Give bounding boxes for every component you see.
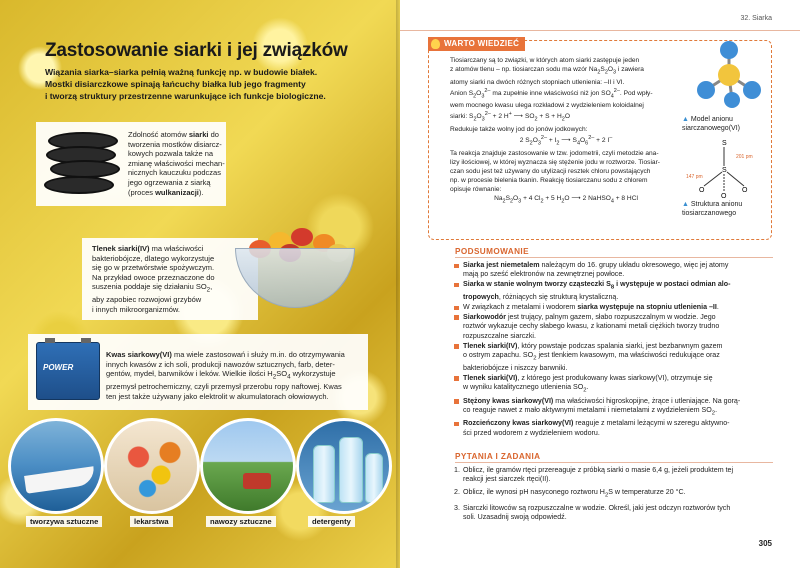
caption-fertilizers: nawozy sztuczne [206,516,276,527]
summary-heading: PODSUMOWANIE [455,247,529,256]
bond-length-so: 147 pm [686,174,703,180]
list-item: W związkach z metalami i wodorem siarka występuje na stopniu utlenienia –II. [454,303,774,312]
model-caption: ▲ Model anionu siarczanowego(VI) [682,116,740,132]
chapter-header: 32. Siarka [740,15,772,22]
lead-line: Wiązania siarka–siarka pełnią ważną funkcję np. w budowie białek. [45,67,318,77]
info-box-title: WARTO WIEDZIEĆ [428,37,525,51]
summary-divider [455,257,773,258]
lead-line: Mostki disiarczkowe spinają łańcuchy białka lub jego fragmenty [45,79,306,89]
battery-label: POWER [43,363,74,372]
right-page [400,0,800,568]
so2-card [82,238,258,320]
atom-o-bottom: O [721,193,727,198]
page-title: Zastosowanie siarki i jej związków [45,40,348,61]
page-number: 305 [758,539,772,548]
questions-divider [455,462,773,463]
bond-length-ss: 201 pm [736,154,753,160]
questions-list [454,466,774,523]
plastics-photo [8,418,104,514]
caption-detergents: detergenty [308,516,355,527]
atom-o-right: O [742,187,748,194]
battery-image [36,342,100,400]
list-item: Tlenek siarki(IV), który powstaje podczas spalania siarki, jest bezbarwnym gazem o ostrym zapachu. $SO_2$ jest tlenkiem kwasowym, ma właściwości redukujące oraz bakteriobójcze i niszczy barwniki. [454,342,774,374]
lead-line: i tworzą struktury przestrzenne warunkujące ich funkcje biologiczne. [45,91,326,101]
list-item: Tlenek siarki(VI), z którego jest produkowany kwas siarkowy(VI), otrzymuje się w wyniku katalitycznego utlenienia $SO_2$. [454,374,774,396]
vulcanization-text: Zdolność atomów siarki do tworzenia mostków disiarcz- kowych pozwala także na zmianę właściwości mechan- nicznych kauczuku podczas jego ogrzewania z siarką (proces wulkanizacji). [128,130,225,197]
list-item: Stężony kwas siarkowy(VI) ma właściwości higroskopijne, żrące i utleniające. Na gorą- co reaguje nawet z mało aktywnymi metalami i niemetalami z wydzieleniem $SO_2$. [454,397,774,419]
atom-s-top: S [722,140,727,147]
question-item: 2. Oblicz, ile wynosi pH nasyconego roztworu $H_2S$ w temperaturze 20 °C. [454,487,686,499]
sulfuric-acid-text: Kwas siarkowy(VI) ma wiele zastosowań i służy m.in. do otrzymywania innych kwasów z ich soli, produkcji nawozów sztucznych, farb, deter- gentów, mydeł, barwników i leków. Wielkie ilości $H_2SO_4$ wykorzystuje przemysł petrochemiczny, czyli przemysł przerobu ropy naftowej. Kwas ten jest także używany jako elektrolit w akumulatorach ołowiowych. [106,350,345,401]
info-box-text: Tiosiarczany są to związki, w których atom siarki zastępuje jeden z atomów tlenu – np. tiosiarczan sodu ma wzór $Na_2S_2O_3$ i zawiera atomy siarki na dwóch różnych stopniach utlenienia: –II i VI. Anion $S_2O_3^{2-}$ ma zupełnie inne właściwości niż jon $SO_4^{2-}$. Pod wpły- wem mocnego kwasu ulega rozkładowi z wydzieleniem koloidalnej siarki: $S_2O_3^{2-} + 2$ H+ ⟶ $SO_2 + S + H_2O$ Redukuje także wolny jod do jonów jodkowych: 2 $S_2O_3^{2-} + I_2$ ⟶ $S_4O_6^{2-} + 2$ I– Ta reakcja znajduje zastosowanie w tzw. jodometrii, czyli metodzie ana- lizy ilościowej, w której wyznacza się stężenie jodu w roztworze. Tiosiar- czan sodu jest też używany do utylizacji resztek chloru powstających np. w procesie bielenia tkanin. Reakcję tiosiarczanu sodu z chlorem opisuje równanie: $Na_2S_2O_3 + 4$ $Cl_2 + 5$ $H_2O$ ⟶ 2 NaHSO$_4$ + 8 HCl [450,57,660,205]
lightbulb-icon [431,39,440,49]
list-item: Siarka w stanie wolnym tworzy cząsteczki $S_8$ i występuje w postaci odmian alo- tropowych, różniących się strukturą krystaliczną. [454,280,774,302]
question-item: 1. Oblicz, ile gramów rtęci przereaguje z próbką siarki o masie 6,4 g, jeżeli produktem tej reakcji jest siarczek rtęci(II). [454,466,734,484]
questions-heading: PYTANIA I ZADANIA [455,452,541,461]
fertilizers-photo [200,418,296,514]
question-item: 3. Siarczki litowców są rozpuszczalne w wodzie. Określ, jaki jest odczyn roztworów tych soli. Uzasadnij swoją odpowiedź. [454,503,731,522]
caption-medicines: lekarstwa [130,516,173,527]
medicines-photo [104,418,200,514]
list-item: Siarkowodór jest trujący, palnym gazem, słabo rozpuszczalnym w wodzie. Jego roztwór wykazuje cechy słabego kwasu, z kationami metali ciężkich tworzy trudno rozpuszczalne siarczki. [454,313,774,341]
sulfuric-acid-card [28,334,368,410]
vulcanization-card [36,122,226,206]
list-item: Siarka jest niemetalem należącym do 16. grupy układu okresowego, więc jej atomy mają po sześć elektronów na zewnętrznej powłoce. [454,261,774,280]
atom-o-left: O [699,187,705,194]
list-item: Rozcieńczony kwas siarkowy(VI) reaguje z metalami leżącymi w szeregu aktywno- ści przed wodorem z wydzieleniem wodoru. [454,419,774,438]
thiosulfate-structure-diagram [684,136,764,198]
structure-caption: ▲ Struktura anionu tiosiarczanowego [682,201,743,217]
summary-list [454,261,774,439]
sulfate-molecule-model [694,40,764,110]
header-divider [400,30,800,31]
tires-image [42,128,122,200]
lead-paragraph [45,66,360,102]
caption-plastics: tworzywa sztuczne [26,516,102,527]
dried-fruit-bowl-image [235,220,355,310]
detergents-photo [296,418,392,514]
so2-text: Tlenek siarki(IV) ma właściwości bakteriobójcze, dlatego wykorzystuje się go w przetwórstwie spożywczym. Na przykład owoce przeznaczone do suszenia poddaje się działaniu $SO_2$, aby zapobiec rozwojowi grzybów i innych mikroorganizmów. [92,244,215,315]
atom-s-center: S [722,167,727,174]
